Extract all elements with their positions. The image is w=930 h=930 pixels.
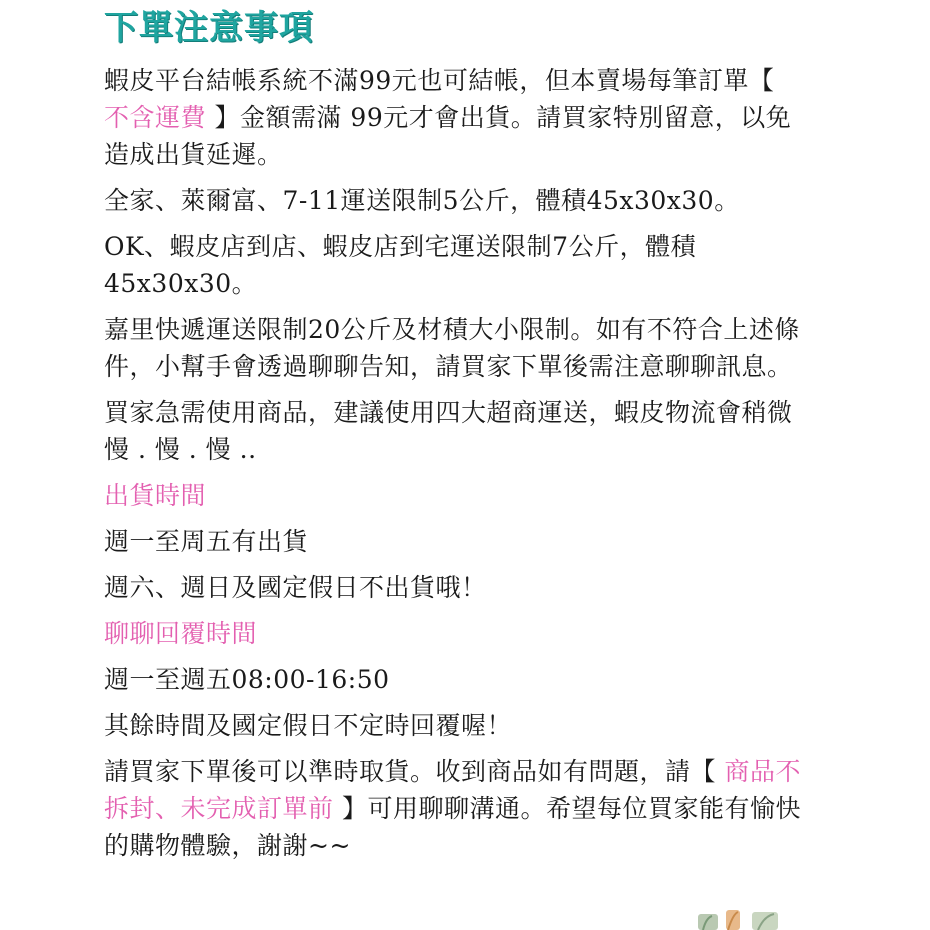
convenience-store-limit: 全家、萊爾富、7-11運送限制5公斤，體積45x30x30。	[104, 186, 740, 215]
after-purchase-text-post: 可用聊聊溝通。希望每位買家能有愉快的購物體驗，謝謝~~	[104, 794, 801, 860]
ok-shopee-limit: OK、蝦皮店到店、蝦皮店到宅運送限制7公斤，體積45x30x30。	[104, 232, 697, 298]
reply-other-times: 其餘時間及國定假日不定時回覆喔！	[104, 711, 513, 740]
urgent-delivery-advice: 買家急需使用商品，建議使用四大超商運送，蝦皮物流會稍微慢 . 慢 . 慢 ..	[104, 398, 793, 464]
shipping-weekends: 週六、週日及國定假日不出貨哦！	[104, 573, 487, 602]
bracket-open: 【	[690, 757, 717, 786]
bracket-close: 】	[214, 103, 240, 132]
notice-document	[104, 8, 804, 873]
shipping-weekdays: 週一至周五有出貨	[104, 527, 309, 556]
reply-weekdays: 週一至週五08:00-16:50	[104, 665, 390, 694]
minimum-order-text-pre: 蝦皮平台結帳系統不滿99元也可結帳，但本賣場每筆訂單	[104, 66, 749, 95]
shipping-time-heading: 出貨時間	[104, 481, 207, 510]
after-purchase-text-pre: 請買家下單後可以準時取貨。收到商品如有問題，請	[104, 757, 691, 786]
page-title: 下單注意事項	[104, 8, 314, 48]
bracket-open: 【	[748, 66, 775, 95]
decorative-corner-icon	[698, 908, 782, 930]
no-shipping-fee-highlight: 不含運費	[104, 103, 215, 132]
minimum-order-text-post: 金額需滿 99元才會出貨。請買家特別留意，以免造成出貨延遲。	[104, 103, 792, 169]
after-purchase-notice	[104, 753, 804, 864]
unopened-item-highlight: 商品不拆封、未完成訂單前	[104, 757, 801, 823]
kerry-express-limit: 嘉里快遞運送限制20公斤及材積大小限制。如有不符合上述條件，小幫手會透過聊聊告知，請買家下單後需注意聊聊訊息。	[104, 315, 800, 381]
bracket-close: 】	[341, 794, 368, 823]
minimum-order-notice	[104, 62, 804, 173]
reply-time-heading: 聊聊回覆時間	[104, 619, 258, 648]
